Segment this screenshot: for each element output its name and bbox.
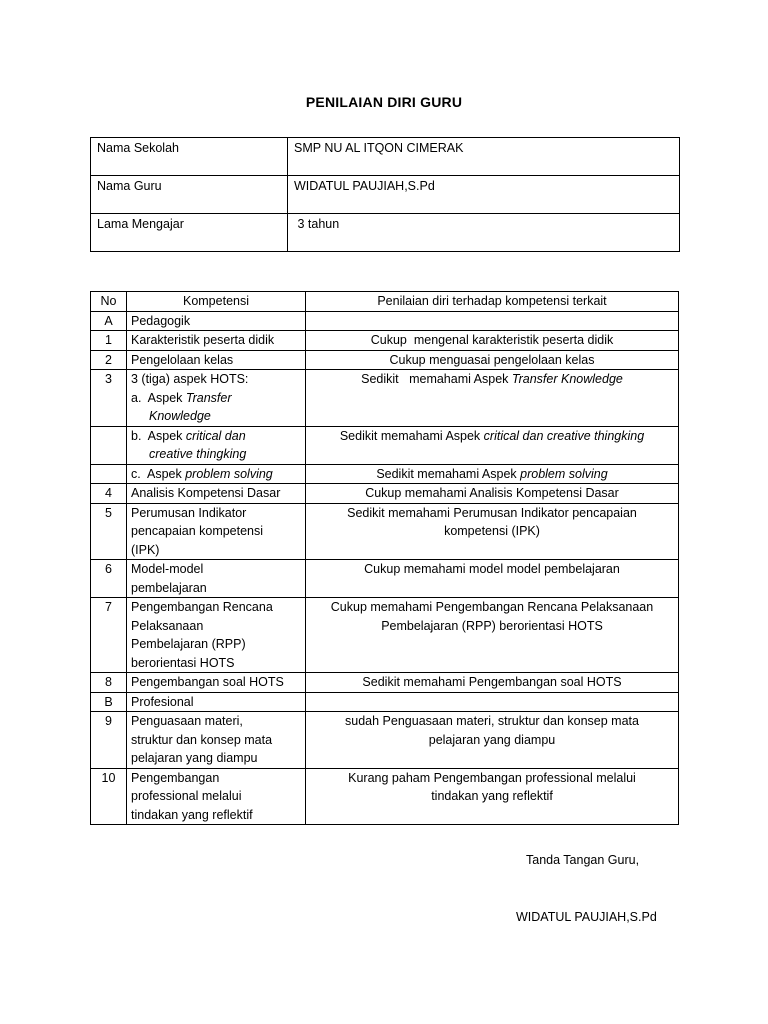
kompetensi-line: Pelaksanaan <box>131 618 204 633</box>
header-penilaian: Penilaian diri terhadap kompetensi terkait <box>306 292 679 312</box>
section-row-pedagogik <box>91 311 679 331</box>
table-row <box>91 331 679 351</box>
row-kompetensi <box>127 503 306 560</box>
kompetensi-line: Penguasaan materi, <box>131 714 243 728</box>
penilaian-italic: problem solving <box>520 466 608 481</box>
row-number: 4 <box>91 484 127 504</box>
table-row <box>91 673 679 693</box>
sub-item-italic: Transfer <box>185 390 232 405</box>
row-number <box>91 464 127 484</box>
kompetensi-line: Pembelajaran (RPP) <box>131 637 246 651</box>
sub-item-italic: creative thingking <box>149 447 247 461</box>
row-penilaian <box>306 598 679 673</box>
penilaian-line: Sedikit memahami Perumusan Indikator pencapaian <box>347 505 637 520</box>
penilaian-line: pelajaran yang diampu <box>428 732 556 747</box>
penilaian-line: tindakan yang reflektif <box>431 789 553 803</box>
kompetensi-line: tindakan yang reflektif <box>131 807 253 822</box>
table-row <box>91 350 679 370</box>
section-row-profesional <box>91 692 679 712</box>
row-kompetensi <box>127 598 306 673</box>
row-number: 8 <box>91 673 127 693</box>
table-row <box>91 560 679 598</box>
sub-item-italic: problem solving <box>185 466 273 481</box>
table-header-row <box>91 292 679 312</box>
row-number: B <box>91 692 127 712</box>
info-label: Lama Mengajar <box>91 214 288 252</box>
hots-heading: 3 (tiga) aspek HOTS: <box>131 372 249 386</box>
teacher-info-table <box>90 137 680 252</box>
row-penilaian <box>306 311 679 331</box>
penilaian-italic: critical dan creative thingking <box>483 428 645 443</box>
document-title: PENILAIAN DIRI GURU <box>305 94 463 110</box>
kompetensi-line: struktur dan konsep mata <box>131 732 273 747</box>
penilaian-text: Sedikit memahami Aspek <box>361 372 512 386</box>
kompetensi-line: Model-model <box>131 562 204 576</box>
row-penilaian <box>306 503 679 560</box>
table-row <box>91 464 679 484</box>
kompetensi-line: pencapaian kompetensi <box>131 524 264 538</box>
table-row <box>91 426 679 464</box>
row-number: 2 <box>91 350 127 370</box>
row-kompetensi: Profesional <box>127 692 306 712</box>
row-kompetensi <box>127 426 306 464</box>
row-kompetensi: Analisis Kompetensi Dasar <box>127 484 306 504</box>
row-penilaian: Cukup menguasai pengelolaan kelas <box>306 350 679 370</box>
sub-item-prefix: b. Aspek <box>131 428 186 443</box>
row-number: 1 <box>91 331 127 351</box>
table-row <box>91 503 679 560</box>
sub-item-prefix: a. Aspek <box>131 390 186 405</box>
row-number <box>91 426 127 464</box>
info-row <box>91 138 680 176</box>
row-number: 3 <box>91 370 127 427</box>
penilaian-text: Sedikit memahami Aspek <box>339 428 484 443</box>
row-number: A <box>91 311 127 331</box>
row-number: 10 <box>91 768 127 825</box>
sub-item-prefix: c. Aspek <box>131 466 186 481</box>
sub-item-italic: Knowledge <box>149 409 211 423</box>
penilaian-line: kompetensi (IPK) <box>444 524 540 538</box>
row-kompetensi <box>127 768 306 825</box>
signature-name: WIDATUL PAUJIAH,S.Pd <box>516 910 657 924</box>
row-kompetensi <box>127 712 306 769</box>
row-penilaian: Sedikit memahami Pengembangan soal HOTS <box>306 673 679 693</box>
row-kompetensi: Karakteristik peserta didik <box>127 331 306 351</box>
kompetensi-line: Pengembangan Rencana <box>131 600 273 614</box>
table-row <box>91 768 679 825</box>
penilaian-italic: Transfer Knowledge <box>511 372 623 386</box>
row-kompetensi <box>127 370 306 427</box>
row-number: 7 <box>91 598 127 673</box>
info-value: WIDATUL PAUJIAH,S.Pd <box>288 176 680 214</box>
competency-table <box>90 291 679 825</box>
penilaian-line: sudah Penguasaan materi, struktur dan konsep mata <box>345 714 639 728</box>
table-row <box>91 598 679 673</box>
row-kompetensi: Pengelolaan kelas <box>127 350 306 370</box>
penilaian-line: Kurang paham Pengembangan professional melalui <box>348 770 636 785</box>
row-kompetensi <box>127 560 306 598</box>
info-row <box>91 176 680 214</box>
info-value: 3 tahun <box>288 214 680 252</box>
kompetensi-line: pembelajaran <box>131 580 207 595</box>
table-row <box>91 370 679 427</box>
kompetensi-line: Pengembangan <box>131 770 220 785</box>
info-value: SMP NU AL ITQON CIMERAK <box>288 138 680 176</box>
kompetensi-line: Perumusan Indikator <box>131 505 247 520</box>
row-penilaian: Cukup mengenal karakteristik peserta didik <box>306 331 679 351</box>
row-kompetensi: Pengembangan soal HOTS <box>127 673 306 693</box>
info-row <box>91 214 680 252</box>
header-no: No <box>91 292 127 312</box>
signature-label: Tanda Tangan Guru, <box>526 853 640 867</box>
header-kompetensi: Kompetensi <box>127 292 306 312</box>
row-kompetensi <box>127 464 306 484</box>
row-penilaian <box>306 426 679 464</box>
row-penilaian <box>306 712 679 769</box>
row-number: 9 <box>91 712 127 769</box>
row-number: 5 <box>91 503 127 560</box>
row-penilaian: Cukup memahami model model pembelajaran <box>306 560 679 598</box>
row-kompetensi: Pedagogik <box>127 311 306 331</box>
row-penilaian <box>306 370 679 427</box>
row-penilaian: Cukup memahami Analisis Kompetensi Dasar <box>306 484 679 504</box>
info-label: Nama Guru <box>91 176 288 214</box>
penilaian-line: Cukup memahami Pengembangan Rencana Pelaksanaan <box>330 600 654 614</box>
row-number: 6 <box>91 560 127 598</box>
penilaian-line: Pembelajaran (RPP) berorientasi HOTS <box>381 618 603 633</box>
info-label: Nama Sekolah <box>91 138 288 176</box>
kompetensi-line: professional melalui <box>131 789 242 803</box>
sub-item-italic: critical dan <box>185 428 246 443</box>
table-row <box>91 484 679 504</box>
kompetensi-line: pelajaran yang diampu <box>131 751 258 765</box>
table-row <box>91 712 679 769</box>
penilaian-text: Sedikit memahami Aspek <box>376 466 521 481</box>
row-penilaian <box>306 464 679 484</box>
row-penilaian <box>306 692 679 712</box>
kompetensi-line: (IPK) <box>131 542 160 557</box>
kompetensi-line: berorientasi HOTS <box>131 655 235 670</box>
row-penilaian <box>306 768 679 825</box>
